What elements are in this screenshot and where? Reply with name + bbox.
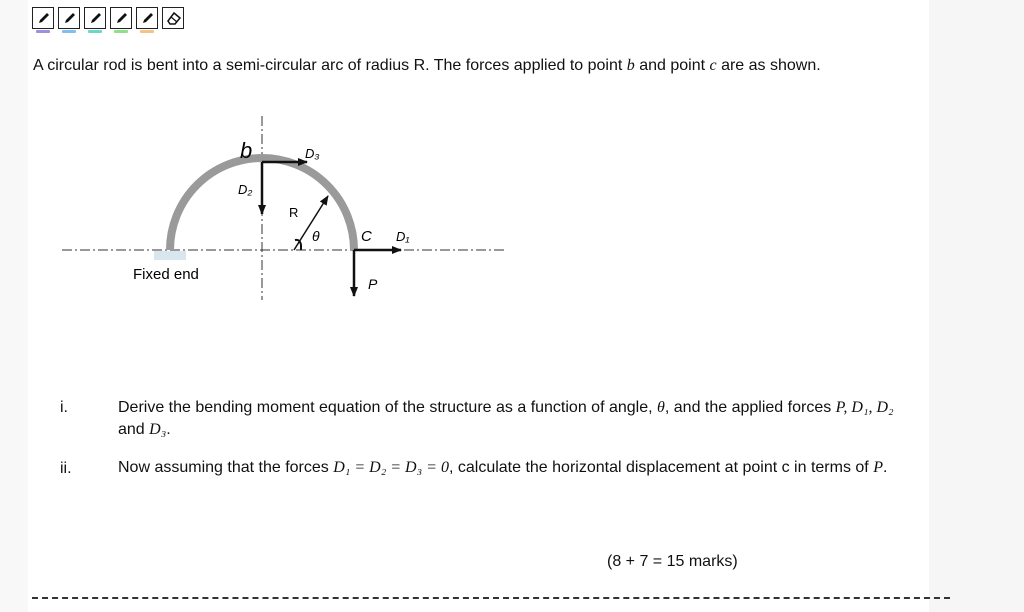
color-swatch xyxy=(62,30,76,33)
marks-allocation: (8 + 7 = 15 marks) xyxy=(607,553,738,570)
label-d1: D₁ xyxy=(396,229,410,244)
fixed-end-support xyxy=(154,251,186,260)
pen-tool-button-2[interactable] xyxy=(58,7,80,29)
question-item-2: Now assuming that the forces D₁ = D₂ = D₃ = 0, calculate the horizontal displacement at point c in terms of P. xyxy=(118,459,888,476)
label-d3: D₃ xyxy=(305,146,320,161)
pencil-icon xyxy=(114,10,130,26)
item-number-1: i. xyxy=(60,399,68,416)
label-fixed-end: Fixed end xyxy=(133,266,199,283)
question-item-1: Derive the bending moment equation of the structure as a function of angle, θ, and the applied forces P, D₁, D₂ and D₃. xyxy=(118,399,894,438)
label-theta: θ xyxy=(312,228,320,244)
pencil-icon xyxy=(88,10,104,26)
eraser-icon xyxy=(166,10,182,26)
pencil-icon xyxy=(36,10,52,26)
footer-divider xyxy=(32,597,950,599)
annotation-toolbar xyxy=(32,7,184,29)
pencil-icon xyxy=(62,10,78,26)
color-swatch xyxy=(140,30,154,33)
label-b: b xyxy=(240,138,253,163)
item-number-2: ii. xyxy=(60,460,72,477)
left-margin-background xyxy=(0,0,28,612)
right-margin-background xyxy=(929,0,1024,612)
pen-tool-button-5[interactable] xyxy=(136,7,158,29)
label-p: P xyxy=(368,276,378,292)
color-swatch xyxy=(36,30,50,33)
pencil-icon xyxy=(140,10,156,26)
question-intro: A circular rod is bent into a semi-circular arc of radius R. The forces applied to point b and point c are as shown. xyxy=(33,57,821,74)
pen-tool-button-1[interactable] xyxy=(32,7,54,29)
label-d2: D₂ xyxy=(238,182,253,197)
label-c: C xyxy=(361,228,372,245)
label-r: R xyxy=(289,205,299,220)
pen-tool-button-3[interactable] xyxy=(84,7,106,29)
semicircular-rod-diagram xyxy=(60,110,520,310)
color-swatch xyxy=(88,30,102,33)
color-swatch xyxy=(114,30,128,33)
eraser-tool-button[interactable] xyxy=(162,7,184,29)
pen-tool-button-4[interactable] xyxy=(110,7,132,29)
